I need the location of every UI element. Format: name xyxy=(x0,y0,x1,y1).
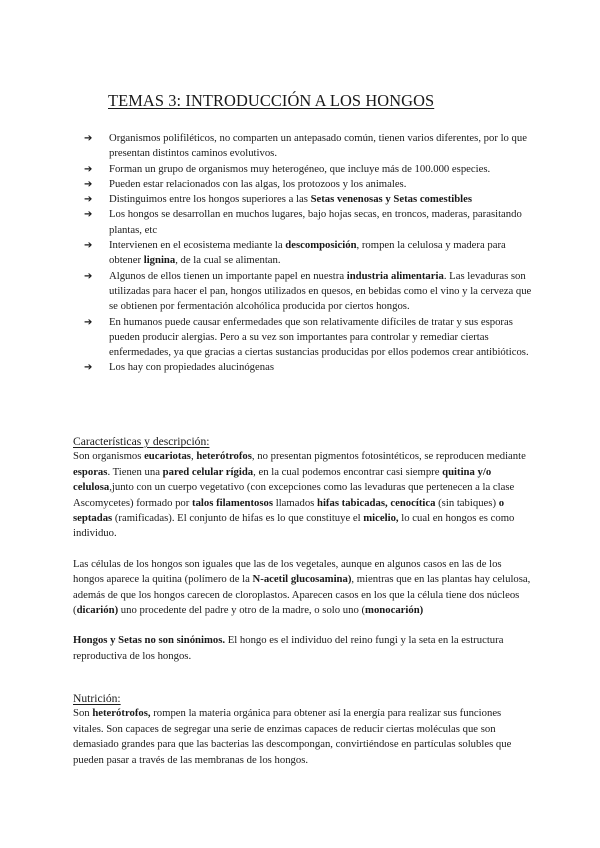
list-item: ➔ Los hongos se desarrollan en muchos lugares, bajo hojas secas, en troncos, maderas, parasitando plantas, etc xyxy=(84,208,522,236)
arrow-right-icon: ➔ xyxy=(84,163,93,175)
list-item: ➔ Distinguimos entre los hongos superiores a las Setas venenosas y Setas comestibles xyxy=(84,192,534,207)
list-item: ➔ Intervienen en el ecosistema mediante la descomposición, rompen la celulosa y madera para obtener lignina, de la cual se alimentan. xyxy=(84,239,506,267)
arrow-right-icon: ➔ xyxy=(84,178,93,190)
arrow-right-icon: ➔ xyxy=(84,362,93,374)
arrow-right-icon: ➔ xyxy=(84,270,93,282)
section-caracteristicas xyxy=(73,434,533,664)
list-item: ➔ Pueden estar relacionados con las algas, los protozoos y los animales. xyxy=(84,177,534,192)
page-title: TEMAS 3: INTRODUCCIÓN A LOS HONGOS xyxy=(108,91,435,110)
paragraph: Son heterótrofos, rompen la materia orgánica para obtener así la energía para realizar sus funciones vitales. Son capaces de segregar una serie de enzimas capaces de reducir ciertas moléculas que son demasiado grandes para que las bacterias las descompongan, convirtiéndose en partículas solubles que pueden pasar a través de las membranas de los hongos. xyxy=(73,707,512,766)
paragraph: Son organismos eucariotas, heterótrofos, no presentan pigmentos fotosintéticos, se reproducen mediante esporas. Tienen una pared celular rígida, en la cual podemos encontrar casi siempre quitina y/o celulosa,junto con un cuerpo vegetativo (con excepciones como las levaduras que pertenecen a la clase Ascomycetes) formado por talos filamentosos llamados hifas tabicadas, cenocítica (sin tabiques) o septadas (ramificadas). El conjunto de hifas es lo que constituye el micelio, lo cual en hongos es como individuo. xyxy=(73,450,526,540)
list-item: ➔ Organismos polifiléticos, no comparten un antepasado común, tienen varios diferentes, por lo que presentan distintos caminos evolutivos. xyxy=(84,132,527,160)
section-nutricion xyxy=(73,691,533,768)
arrow-right-icon: ➔ xyxy=(84,194,93,206)
bullet-list xyxy=(84,131,534,376)
section-heading: Nutrición: xyxy=(73,692,121,705)
paragraph: Las células de los hongos son iguales que las de los vegetales, aunque en algunos casos en las de los hongos aparece la quitina (polímero de la N-acetil glucosamina), mientras que en las plantas hay celulosa, además de que los hongos carecen de cloroplastos. Aparecen casos en los que la célula tiene dos núcleos (dicarión) uno procedente del padre y otro de la madre, o solo uno (monocarión) xyxy=(73,557,531,617)
list-item: ➔ Forman un grupo de organismos muy heterogéneo, que incluye más de 100.000 especies. xyxy=(84,162,534,177)
arrow-right-icon: ➔ xyxy=(84,209,93,221)
arrow-right-icon: ➔ xyxy=(84,316,93,328)
arrow-right-icon: ➔ xyxy=(84,133,93,144)
list-item: ➔ Algunos de ellos tienen un importante papel en nuestra industria alimentaria. Las levaduras son utilizadas para hacer el pan, hongos utilizados en quesos, en bebidas como el vino y la cerveza que se obtienen por fermentación alcohólica producida por ciertos hongos. xyxy=(84,269,532,313)
list-item: ➔ Los hay con propiedades alucinógenas xyxy=(84,360,534,375)
section-heading: Características y descripción: xyxy=(73,435,210,448)
paragraph: Hongos y Setas no son sinónimos. El hongo es el individuo del reino fungi y la seta en la estructura reproductiva de los hongos. xyxy=(73,634,504,662)
list-item: ➔ En humanos puede causar enfermedades que son relativamente difíciles de tratar y sus esporas pueden producir alergias. Pero a su vez son importantes para controlar y remediar ciertas enfermedades, ya que gracias a ciertas sustancias producidas por ellos podemos crear antibióticos. xyxy=(84,315,529,359)
arrow-right-icon: ➔ xyxy=(84,240,93,252)
